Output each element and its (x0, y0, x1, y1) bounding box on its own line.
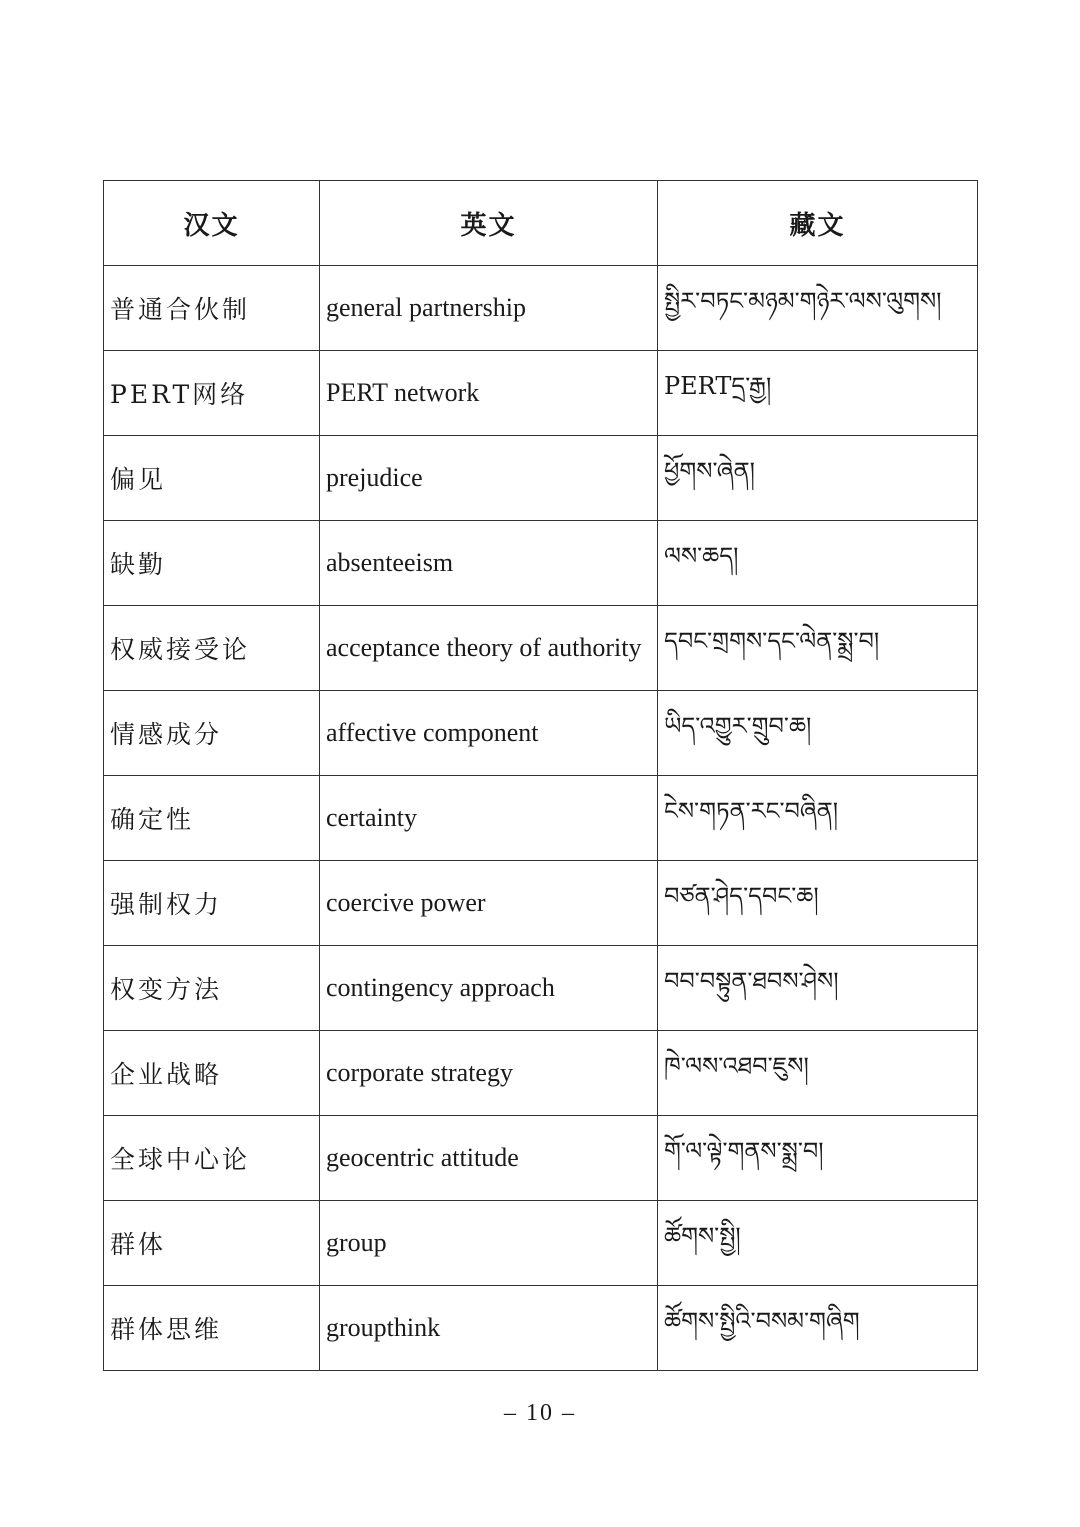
cell-chinese: PERT网络 (104, 351, 320, 436)
cell-english: group (320, 1201, 658, 1286)
header-chinese: 汉文 (104, 181, 320, 266)
cell-english: certainty (320, 776, 658, 861)
table-row (104, 606, 978, 691)
cell-chinese: 群体 (104, 1201, 320, 1286)
cell-english: general partnership (320, 266, 658, 351)
cell-english: geocentric attitude (320, 1116, 658, 1201)
cell-chinese: 偏见 (104, 436, 320, 521)
glossary-table (103, 180, 978, 1371)
cell-chinese: 强制权力 (104, 861, 320, 946)
cell-english: absenteeism (320, 521, 658, 606)
cell-tibetan: ཚོགས་སྤྱིའི་བསམ་གཞིག (658, 1286, 978, 1371)
cell-chinese: 权威接受论 (104, 606, 320, 691)
table-row (104, 946, 978, 1031)
cell-chinese: 缺勤 (104, 521, 320, 606)
table-row (104, 1116, 978, 1201)
cell-english: acceptance theory of authority (320, 606, 658, 691)
cell-chinese: 权变方法 (104, 946, 320, 1031)
cell-english: contingency approach (320, 946, 658, 1031)
cell-chinese: 全球中心论 (104, 1116, 320, 1201)
header-english: 英文 (320, 181, 658, 266)
table-row (104, 1201, 978, 1286)
cell-english: prejudice (320, 436, 658, 521)
cell-tibetan: ཚོགས་སྤྱི། (658, 1201, 978, 1286)
cell-tibetan: སྤྱིར་བཏང་མཉམ་གཉེར་ལས་ལུགས། (658, 266, 978, 351)
table-row (104, 436, 978, 521)
cell-english: groupthink (320, 1286, 658, 1371)
cell-english: coercive power (320, 861, 658, 946)
table-row (104, 861, 978, 946)
cell-chinese: 普通合伙制 (104, 266, 320, 351)
cell-tibetan: ལས་ཆད། (658, 521, 978, 606)
table-row (104, 776, 978, 861)
header-tibetan: 藏文 (658, 181, 978, 266)
cell-tibetan: ཁེ་ལས་འཐབ་ཇུས། (658, 1031, 978, 1116)
cell-tibetan: བབ་བསྟུན་ཐབས་ཤེས། (658, 946, 978, 1031)
cell-chinese: 情感成分 (104, 691, 320, 776)
table-header-row (104, 181, 978, 266)
cell-english: PERT network (320, 351, 658, 436)
cell-tibetan: ཕྱོགས་ཞེན། (658, 436, 978, 521)
cell-tibetan: ཡིད་འགྱུར་གྲུབ་ཆ། (658, 691, 978, 776)
cell-chinese: 企业战略 (104, 1031, 320, 1116)
table-row (104, 1031, 978, 1116)
cell-chinese: 确定性 (104, 776, 320, 861)
cell-tibetan: གོ་ལ་ལྟེ་གནས་སྨྲ་བ། (658, 1116, 978, 1201)
cell-chinese: 群体思维 (104, 1286, 320, 1371)
page-number: – 10 – (504, 1400, 576, 1426)
cell-english: affective component (320, 691, 658, 776)
table-row (104, 691, 978, 776)
table-row (104, 266, 978, 351)
cell-tibetan: PERTདྲ་རྒྱ། (658, 351, 978, 436)
cell-english: corporate strategy (320, 1031, 658, 1116)
cell-tibetan: ངེས་གཏན་རང་བཞིན། (658, 776, 978, 861)
table-row (104, 521, 978, 606)
table-row (104, 1286, 978, 1371)
cell-tibetan: དབང་གྲགས་དང་ལེན་སྨྲ་བ། (658, 606, 978, 691)
cell-tibetan: བཙན་ཤེད་དབང་ཆ། (658, 861, 978, 946)
table-row (104, 351, 978, 436)
